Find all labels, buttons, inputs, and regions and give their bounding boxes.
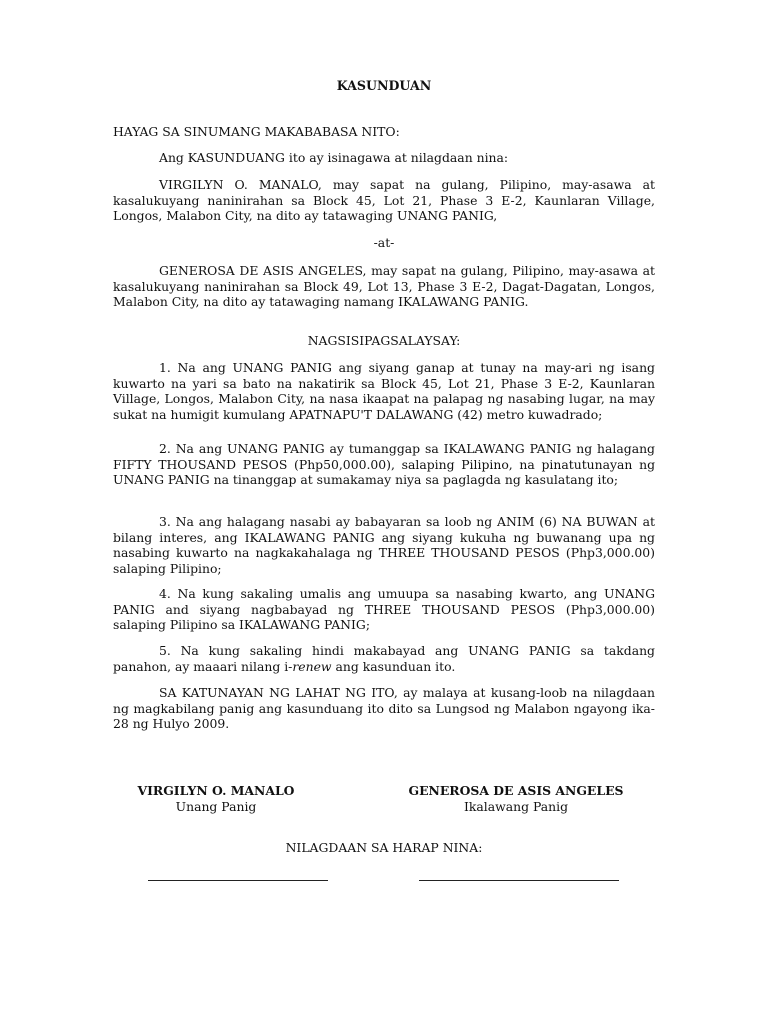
closing-paragraph <box>113 685 655 732</box>
conjunction: -at- <box>373 235 395 250</box>
signatory-1-name: VIRGILYN O. MANALO <box>137 783 295 798</box>
clause-2 <box>113 441 655 488</box>
closing-text: SA KATUNAYAN NG LAHAT NG ITO, ay malaya at kusang-loob na nilagdaan ng magkabilang panig ang kasunduang ito dito sa Lungsod ng Malabon ngayong ika-28 ng Hulyo 2009. <box>113 685 655 731</box>
clause-5-italic-word: renew <box>292 658 332 674</box>
witness-2-signature-line <box>419 880 619 881</box>
witness-heading: NILAGDAAN SA HARAP NINA: <box>285 840 483 855</box>
clause-5-text-after: ang kasunduan ito. <box>331 658 456 674</box>
signatory-1-role: Unang Panig <box>175 799 257 814</box>
signatory-2-name: GENEROSA DE ASIS ANGELES <box>408 783 624 798</box>
signatory-2-role: Ikalawang Panig <box>463 799 569 814</box>
clause-4-text: 4. Na kung sakaling umalis ang umuupa sa nasabing kwarto, ang UNANG PANIG and siyang nagbabayad ng THREE THOUSAND PESOS (Php3,000.00) salaping Pilipino sa IKALAWANG PANIG; <box>113 586 655 632</box>
clause-3 <box>113 514 655 576</box>
clause-2-text: 2. Na ang UNANG PANIG ay tumanggap sa IKALAWANG PANIG ng halagang FIFTY THOUSAND PESOS (Php50,000.00), salaping Pilipino, na pinatutunayan ng UNANG PANIG na tinanggap at sumakamay niya sa paglagda ng kasulatang ito; <box>113 441 655 487</box>
party-two-text: GENEROSA DE ASIS ANGELES, may sapat na gulang, Pilipino, may-asawa at kasalukuyang naninirahan sa Block 49, Lot 13, Phase 3 E-2, Dagat-Dagatan, Longos, Malabon City, na dito ay tatawaging namang IKALAWANG PANIG. <box>113 263 655 309</box>
party-two-paragraph <box>113 263 655 310</box>
document-title: KASUNDUAN <box>336 78 432 93</box>
section-heading: NAGSISIPAGSALAYSAY: <box>307 333 461 348</box>
party-one-text: VIRGILYN O. MANALO, may sapat na gulang, Pilipino, may-asawa at kasalukuyang naninirahan sa Block 45, Lot 21, Phase 3 E-2, Kaunlaran Village, Longos, Malabon City, na dito ay tatawaging UNANG PANIG, <box>113 177 655 223</box>
greeting: HAYAG SA SINUMANG MAKABABASA NITO: <box>113 124 400 139</box>
intro-line: Ang KASUNDUANG ito ay isinagawa at nilagdaan nina: <box>159 150 509 165</box>
clause-1-text: 1. Na ang UNANG PANIG ang siyang ganap at tunay na may-ari ng isang kuwarto na yari sa bato na nakatirik sa Block 45, Lot 21, Phase 3 E-2, Kaunlaran Village, Longos, Malabon City, na nasa ikaapat na palapag ng nasabing lugar, na may sukat na humigit kumulang APATNAPU'T DALAWANG (42) metro kuwadrado; <box>113 360 655 422</box>
clause-5 <box>113 643 655 674</box>
clause-1 <box>113 360 655 422</box>
clause-5-text-before: 5. Na kung sakaling hindi makabayad ang UNANG PANIG sa takdang panahon, ay maaari nilang i- <box>113 643 655 674</box>
clause-4 <box>113 586 655 633</box>
clause-3-text: 3. Na ang halagang nasabi ay babayaran sa loob ng ANIM (6) NA BUWAN at bilang interes, ang IKALAWANG PANIG ang siyang kukuha ng buwanang upa ng nasabing kuwarto na nagkakahalaga ng THREE THOUSAND PESOS (Php3,000.00) salaping Pilipino; <box>113 514 655 576</box>
party-one-paragraph <box>113 177 655 224</box>
witness-1-signature-line <box>148 880 328 881</box>
